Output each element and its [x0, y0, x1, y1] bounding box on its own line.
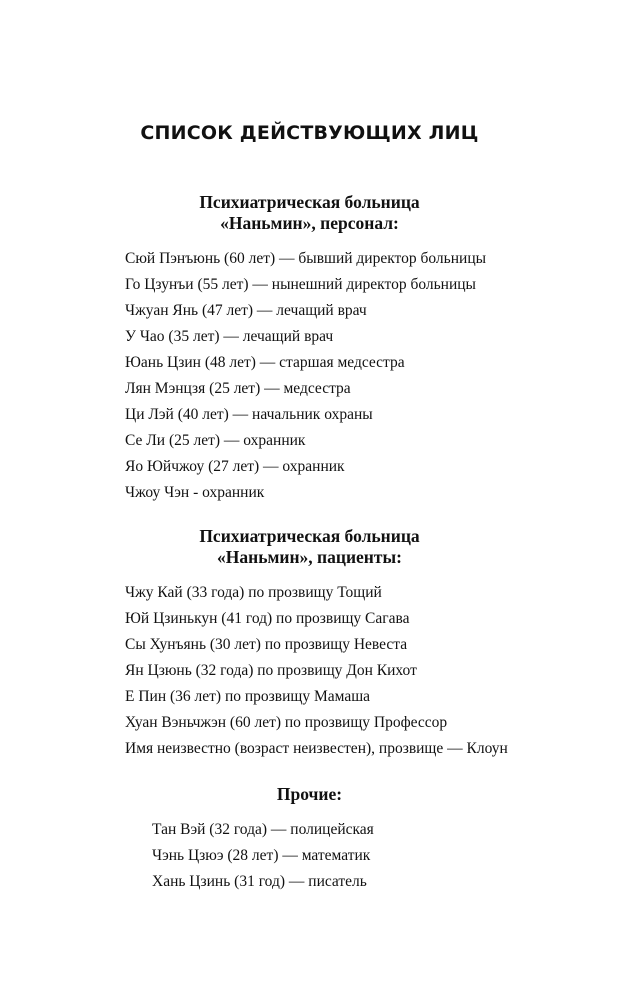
list-item: Хуан Вэньчжэн (60 лет) по прозвищу Профессор: [125, 714, 448, 731]
others-list: [152, 817, 374, 895]
list-item: Яо Юйчжоу (27 лет) — охранник: [125, 458, 345, 475]
list-item: Лян Мэнцзя (25 лет) — медсестра: [125, 380, 351, 397]
patients-list: [125, 580, 508, 762]
list-item: Чжоу Чэн - охранник: [125, 484, 265, 501]
list-item: У Чао (35 лет) — лечащий врач: [125, 328, 334, 345]
list-item: Го Цзунъи (55 лет) — нынешний директор больницы: [125, 276, 476, 293]
list-item: Ци Лэй (40 лет) — начальник охраны: [125, 406, 373, 423]
section-heading-staff: [0, 192, 619, 234]
section-heading-line: Психиатрическая больница: [199, 526, 420, 546]
list-item: Чжу Кай (33 года) по прозвищу Тощий: [125, 584, 382, 601]
list-item: Ян Цзюнь (32 года) по прозвищу Дон Кихот: [125, 662, 417, 679]
list-item: Сюй Пэнъюнь (60 лет) — бывший директор больницы: [125, 250, 487, 267]
list-item: Се Ли (25 лет) — охранник: [125, 432, 306, 449]
list-item: Юань Цзин (48 лет) — старшая медсестра: [125, 354, 405, 371]
page-title: СПИСОК ДЕЙСТВУЮЩИХ ЛИЦ: [140, 122, 479, 144]
section-heading-patients: [0, 526, 619, 568]
section-heading-line: Прочие:: [276, 784, 343, 804]
section-heading-line: Психиатрическая больница: [199, 192, 420, 212]
list-item: Хань Цзинь (31 год) — писатель: [152, 873, 367, 890]
list-item: Е Пин (36 лет) по прозвищу Мамаша: [125, 688, 371, 705]
section-heading-line: «Наньмин», персонал:: [220, 213, 399, 233]
list-item: Юй Цзинькун (41 год) по прозвищу Сагава: [125, 610, 410, 627]
section-heading-line: «Наньмин», пациенты:: [217, 547, 402, 567]
list-item: Чэнь Цзюэ (28 лет) — математик: [152, 847, 371, 864]
list-item: Имя неизвестно (возраст неизвестен), прозвище — Клоун: [125, 740, 508, 757]
list-item: Сы Хунъянь (30 лет) по прозвищу Невеста: [125, 636, 408, 653]
list-item: Тан Вэй (32 года) — полицейская: [152, 821, 374, 838]
staff-list: [125, 246, 486, 506]
section-heading-others: [0, 784, 619, 805]
list-item: Чжуан Янь (47 лет) — лечащий врач: [125, 302, 367, 319]
